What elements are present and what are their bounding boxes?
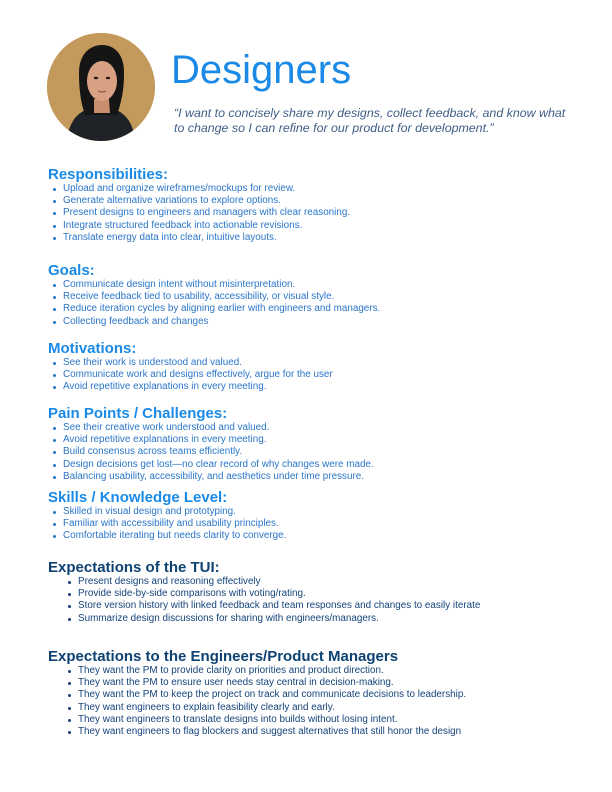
bullet-list bbox=[48, 279, 380, 328]
section-goals bbox=[48, 262, 380, 328]
section-heading: Responsibilities: bbox=[48, 166, 169, 183]
page-title: Designers bbox=[171, 48, 352, 92]
persona-quote: “I want to concisely share my designs, collect feedback, and know what to change so I can refine for our product for development.” bbox=[174, 106, 566, 135]
bullet-list bbox=[48, 665, 466, 738]
list-item: Provide side-by-side comparisons with voting/rating. bbox=[48, 588, 480, 600]
list-item: Store version history with linked feedback and team responses and changes to easily iterate bbox=[48, 600, 480, 612]
list-item: Collecting feedback and changes bbox=[48, 316, 380, 328]
list-item: They want engineers to translate designs into builds without losing intent. bbox=[48, 714, 466, 726]
list-item: They want the PM to provide clarity on priorities and product direction. bbox=[48, 665, 466, 677]
list-item: See their work is understood and valued. bbox=[48, 357, 333, 369]
list-item: Summarize design discussions for sharing with engineers/managers. bbox=[48, 613, 480, 625]
section-responsibilities bbox=[48, 166, 350, 244]
list-item: Familiar with accessibility and usability principles. bbox=[48, 518, 286, 530]
section-heading: Skills / Knowledge Level: bbox=[48, 489, 228, 506]
section-heading: Goals: bbox=[48, 262, 95, 279]
section-heading: Expectations to the Engineers/Product Managers bbox=[48, 648, 399, 665]
list-item: Translate energy data into clear, intuitive layouts. bbox=[48, 232, 350, 244]
list-item: Design decisions get lost—no clear record of why changes were made. bbox=[48, 459, 374, 471]
section-heading: Pain Points / Challenges: bbox=[48, 405, 228, 422]
list-item: They want engineers to flag blockers and suggest alternatives that still honor the design bbox=[48, 726, 466, 738]
bullet-list bbox=[48, 183, 350, 244]
persona-avatar bbox=[47, 33, 155, 141]
bullet-list bbox=[48, 357, 333, 394]
section-skills bbox=[48, 489, 286, 543]
list-item: See their creative work understood and valued. bbox=[48, 422, 374, 434]
list-item: Avoid repetitive explanations in every meeting. bbox=[48, 381, 333, 393]
list-item: Integrate structured feedback into actionable revisions. bbox=[48, 220, 350, 232]
list-item: They want the PM to ensure user needs stay central in decision-making. bbox=[48, 677, 466, 689]
list-item: Present designs and reasoning effectively bbox=[48, 576, 480, 588]
section-motivations bbox=[48, 340, 333, 394]
section-pain-points bbox=[48, 405, 374, 483]
bullet-list bbox=[48, 576, 480, 625]
list-item: They want the PM to keep the project on track and communicate decisions to leadership. bbox=[48, 689, 466, 701]
list-item: Upload and organize wireframes/mockups for review. bbox=[48, 183, 350, 195]
section-heading: Expectations of the TUI: bbox=[48, 559, 220, 576]
list-item: Reduce iteration cycles by aligning earlier with engineers and managers. bbox=[48, 303, 380, 315]
list-item: Skilled in visual design and prototyping. bbox=[48, 506, 286, 518]
list-item: Present designs to engineers and managers with clear reasoning. bbox=[48, 207, 350, 219]
list-item: They want engineers to explain feasibility clearly and early. bbox=[48, 702, 466, 714]
section-engineer-pm-expectations bbox=[48, 648, 466, 738]
list-item: Comfortable iterating but needs clarity to converge. bbox=[48, 530, 286, 542]
list-item: Generate alternative variations to explore options. bbox=[48, 195, 350, 207]
bullet-list bbox=[48, 506, 286, 543]
list-item: Build consensus across teams efficiently. bbox=[48, 446, 374, 458]
bullet-list bbox=[48, 422, 374, 483]
section-tui-expectations bbox=[48, 559, 480, 625]
section-heading: Motivations: bbox=[48, 340, 137, 357]
list-item: Receive feedback tied to usability, accessibility, or visual style. bbox=[48, 291, 380, 303]
list-item: Avoid repetitive explanations in every meeting. bbox=[48, 434, 374, 446]
list-item: Communicate design intent without misinterpretation. bbox=[48, 279, 380, 291]
list-item: Balancing usability, accessibility, and aesthetics under time pressure. bbox=[48, 471, 374, 483]
list-item: Communicate work and designs effectively, argue for the user bbox=[48, 369, 333, 381]
